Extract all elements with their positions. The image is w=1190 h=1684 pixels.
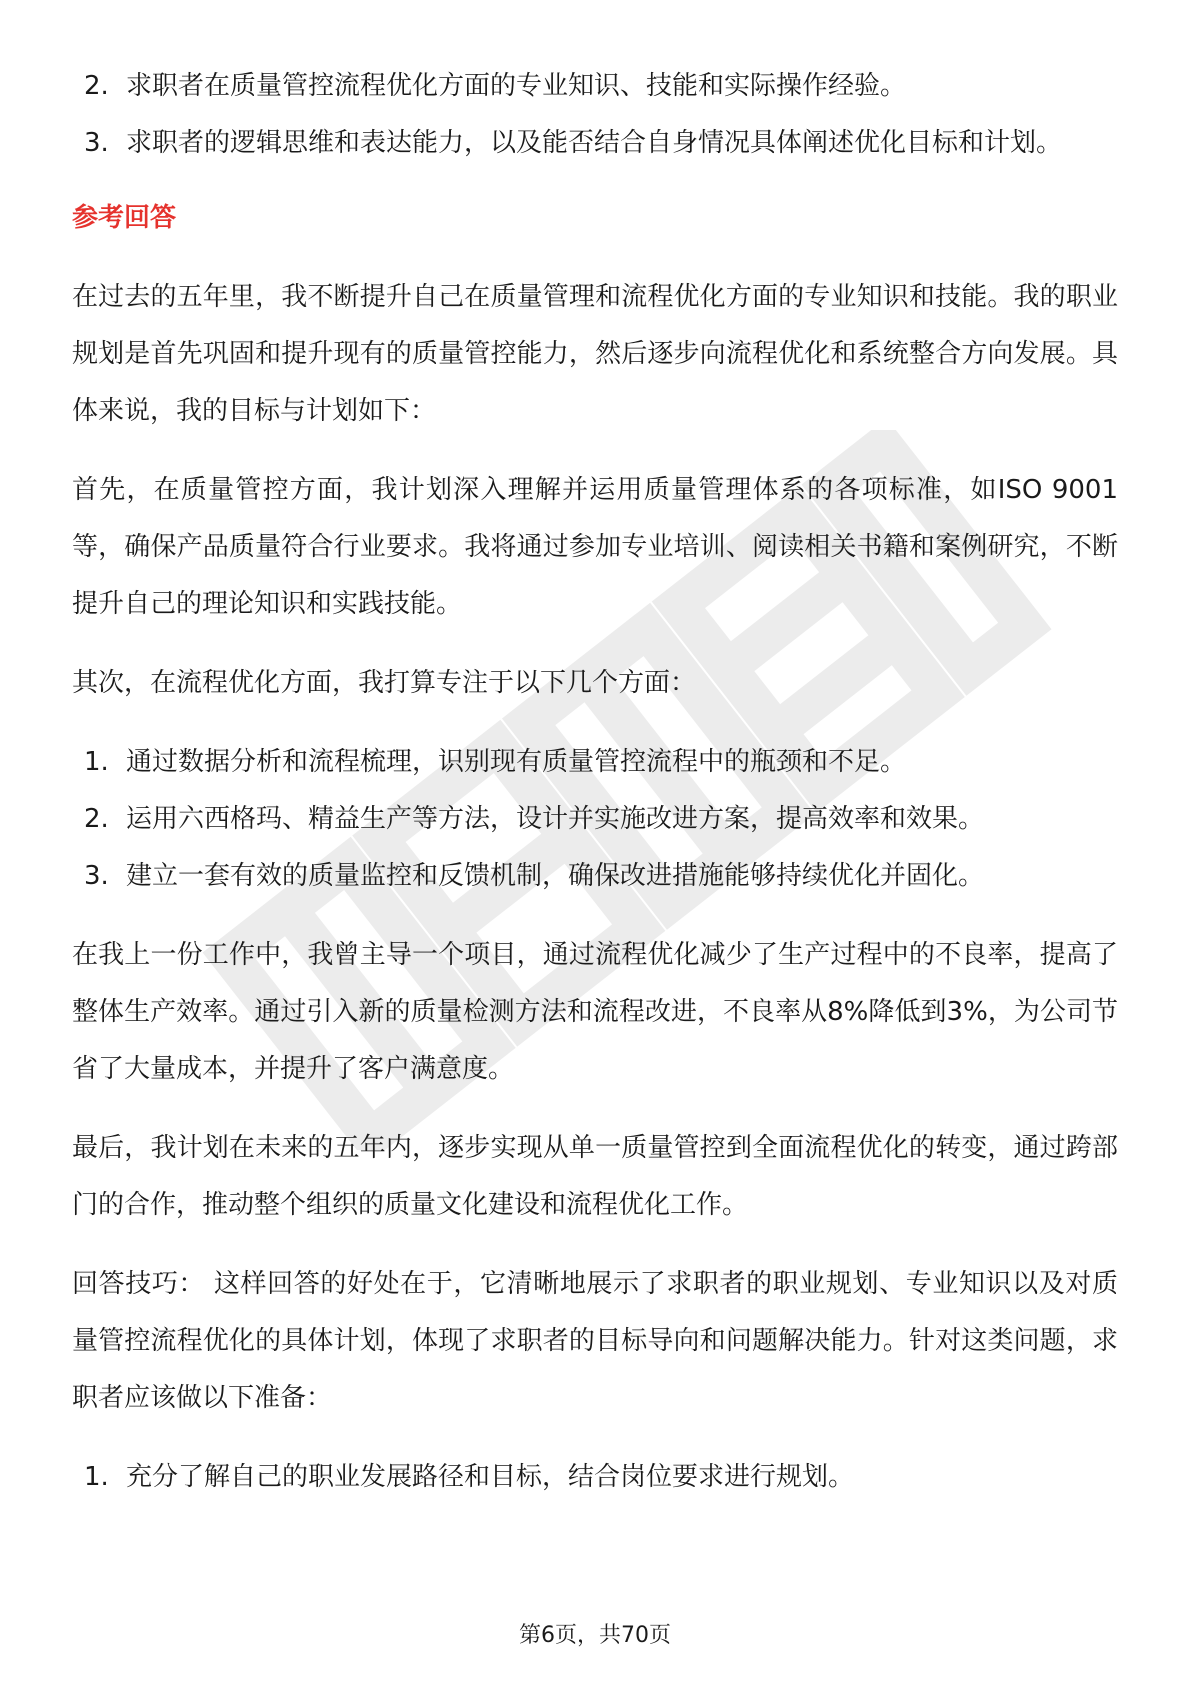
list-item-number: 3. xyxy=(84,128,109,158)
paragraph: 首先，在质量管控方面，我计划深入理解并运用质量管理体系的各项标准，如ISO 9001等，确保产品质量符合行业要求。我将通过参加专业培训、阅读相关书籍和案例研究，不断提升自己的理论知识和实践技能。 xyxy=(72,475,1118,619)
paragraph: 在我上一份工作中，我曾主导一个项目，通过流程优化减少了生产过程中的不良率，提高了整体生产效率。通过引入新的质量检测方法和流程改进，不良率从8%降低到3%，为公司节省了大量成本，并提升了客户满意度。 xyxy=(72,940,1118,1084)
list-item-number: 2. xyxy=(84,804,109,834)
list-item xyxy=(72,848,1118,905)
list-item xyxy=(72,1449,1118,1506)
list-item-number: 2. xyxy=(84,71,109,101)
paragraph: 回答技巧： 这样回答的好处在于，它清晰地展示了求职者的职业规划、专业知识以及对质量管控流程优化的具体计划，体现了求职者的目标导向和问题解决能力。针对这类问题，求职者应该做以下准备： xyxy=(72,1269,1118,1413)
paragraph: 其次，在流程优化方面，我打算专注于以下几个方面： xyxy=(72,668,697,698)
process-list xyxy=(72,734,1118,905)
list-item-text: 建立一套有效的质量监控和反馈机制，确保改进措施能够持续优化并固化。 xyxy=(126,861,985,891)
list-item-number: 1. xyxy=(84,1462,109,1492)
list-item xyxy=(72,791,1118,848)
list-item-text: 通过数据分析和流程梳理，识别现有质量管控流程中的瓶颈和不足。 xyxy=(126,747,907,777)
list-item xyxy=(72,115,1118,172)
list-item-text: 充分了解自己的职业发展路径和目标，结合岗位要求进行规划。 xyxy=(126,1462,855,1492)
list-item xyxy=(72,58,1118,115)
list-item-text: 求职者在质量管控流程优化方面的专业知识、技能和实际操作经验。 xyxy=(126,71,907,101)
paragraph: 最后，我计划在未来的五年内，逐步实现从单一质量管控到全面流程优化的转变，通过跨部门的合作，推动整个组织的质量文化建设和流程优化工作。 xyxy=(72,1133,1118,1220)
main-content xyxy=(72,58,1118,1506)
page-number-footer: 第6页，共70页 xyxy=(519,1623,671,1648)
list-item-number: 3. xyxy=(84,861,109,891)
list-item-number: 1. xyxy=(84,747,109,777)
paragraph: 在过去的五年里，我不断提升自己在质量管理和流程优化方面的专业知识和技能。我的职业规划是首先巩固和提升现有的质量管控能力，然后逐步向流程优化和系统整合方向发展。具体来说，我的目标与计划如下： xyxy=(72,282,1118,426)
requirements-list xyxy=(72,58,1118,172)
list-item-text: 求职者的逻辑思维和表达能力，以及能否结合自身情况具体阐述优化目标和计划。 xyxy=(126,128,1063,158)
preparation-list xyxy=(72,1449,1118,1506)
list-item-text: 运用六西格玛、精益生产等方法，设计并实施改进方案，提高效率和效果。 xyxy=(126,804,985,834)
section-heading: 参考回答 xyxy=(72,203,177,233)
list-item xyxy=(72,734,1118,791)
